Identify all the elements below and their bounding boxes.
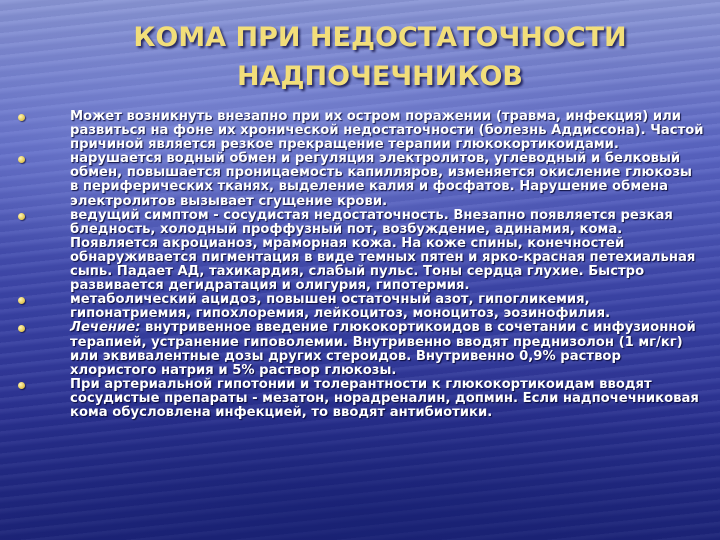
slide-title (60, 18, 700, 96)
bullet-list (16, 110, 704, 534)
bullet-item (16, 378, 704, 420)
title-line-1: КОМА ПРИ НЕДОСТАТОЧНОСТИ (133, 22, 627, 53)
bullet-dot-icon (18, 156, 25, 163)
bullet-item (16, 293, 704, 321)
bullet-dot-icon (18, 325, 25, 332)
bullet-text: ведущий симптом - сосудистая недостаточность. Внезапно появляется резкая бледность, холодный проффузный пот, возбуждение, адинамия, кома. Появляется акроцианоз, мраморная кожа. На коже спины, конечностей обнаруживается пигментация в виде темных пятен и ярко-красная петехиальная сыпь. Падает АД, тахикардия, слабый пульс. Тоны сердца глухие. Быстро развивается дегидратация и олигурия, гипотермия. (70, 207, 696, 294)
bullet-text: внутривенное введение глюкокортикоидов в сочетании с инфузионной терапией, устранение гиповолемии. Внутривенно вводят преднизолон (1 мг/кг) или эквивалентные дозы других стероидов. Внутривенно 0,9% раствор хлористого натрия и 5% раствор глюкозы. (70, 320, 696, 378)
bullet-item (16, 321, 704, 377)
bullet-dot-icon (18, 297, 25, 304)
treatment-lead: Лечение: (70, 320, 141, 336)
bullet-dot-icon (18, 213, 25, 220)
bullet-text: При артериальной гипотонии и толерантности к глюкокортикоидам вводят сосудистые препараты - мезатон, норадреналин, допмин. Если надпочечниковая кома обусловлена инфекцией, то вводят антибиотики. (70, 376, 699, 420)
bullet-text: Может возникнуть внезапно при их остром поражении (травма, инфекция) или развиться на фоне их хронической недостаточности (болезнь Аддиссона). Частой причиной является резкое прекращение терапии глюкокортикоидами. (70, 109, 704, 153)
bullet-item (16, 110, 704, 152)
title-line-2: НАДПОЧЕЧНИКОВ (237, 61, 523, 92)
bullet-item (16, 209, 704, 294)
bullet-text: метаболический ацидоз, повышен остаточный азот, гипогликемия, гипонатриемия, гипохлоремия, лейкоцитоз, моноцитоз, эозинофилия. (70, 292, 611, 322)
bullet-dot-icon (18, 382, 25, 389)
bullet-dot-icon (18, 114, 25, 121)
bullet-item (16, 152, 704, 208)
bullet-text: нарушается водный обмен и регуляция электролитов, углеводный и белковый обмен, повышается проницаемость капилляров, изменяется окисление глюкозы в периферических тканях, выделение калия и фосфатов. Нарушение обмена электролитов вызывает сгущение крови. (70, 151, 692, 209)
